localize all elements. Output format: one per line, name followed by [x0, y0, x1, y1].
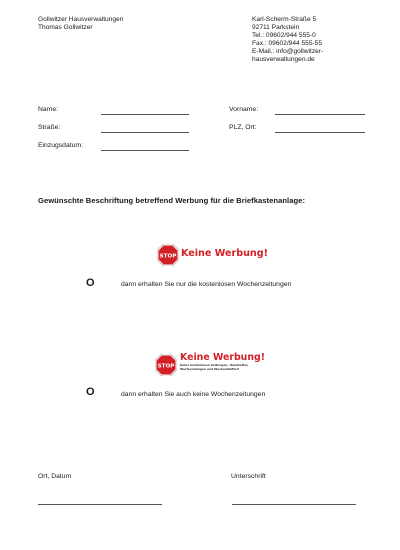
option-marker-1[interactable]: O — [86, 277, 95, 289]
stop-sign-text: STOP — [159, 253, 177, 260]
contact-email-line1: E-Mail.: info@gollwitzer- — [252, 48, 324, 55]
stop-sign-icon — [157, 244, 179, 266]
contact-block — [252, 16, 323, 64]
contact-email-line2: hausverwaltungen.de — [252, 56, 315, 63]
zip-city-label: PLZ, Ort: — [229, 124, 257, 131]
name-field[interactable] — [101, 114, 189, 115]
sticker-subtext-line1: Keine kostenlosen Zeitungen, Handzettel, — [180, 363, 249, 367]
signature-label: Unterschrift — [231, 473, 266, 480]
sticker-subtext-line2: Wurfsendungen und Wochenblätter! — [180, 366, 240, 371]
stop-sign-icon — [155, 354, 177, 376]
option-marker-2[interactable]: O — [86, 386, 95, 398]
option-text-2: dann erhalten Sie auch keine Wochenzeitungen — [121, 391, 266, 398]
sender-person: Thomas Gollwitzer — [38, 24, 93, 31]
move-in-field[interactable] — [101, 150, 189, 151]
sender-company: Gollwitzer Hausverwaltungen — [38, 16, 124, 23]
firstname-label: Vorname: — [229, 106, 259, 113]
street-label: Straße: — [38, 124, 61, 131]
section-heading: Gewünschte Beschriftung betreffend Werbung für die Briefkastenanlage: — [38, 196, 306, 205]
sticker-subtext — [180, 364, 249, 371]
place-date-field[interactable] — [38, 504, 162, 505]
name-label: Name: — [38, 106, 59, 113]
zip-city-field[interactable] — [275, 132, 365, 133]
sticker-title: Keine Werbung! — [181, 248, 268, 259]
contact-phone: Tel.: 09602/944 555-0 — [252, 32, 316, 39]
signature-field[interactable] — [232, 504, 356, 505]
no-ads-sticker-2 — [155, 352, 265, 378]
place-date-label: Ort, Datum — [38, 473, 72, 480]
firstname-field[interactable] — [275, 114, 365, 115]
street-field[interactable] — [101, 132, 189, 133]
option-text-1: dann erhalten Sie nur die kostenlosen Wochenzeitungen — [121, 281, 292, 288]
move-in-label: Einzugsdatum: — [38, 142, 83, 149]
sticker-title: Keine Werbung! — [180, 352, 266, 363]
no-ads-sticker-1 — [157, 244, 268, 266]
contact-city: 92711 Parkstein — [252, 24, 300, 31]
stop-sign-text: STOP — [157, 363, 175, 370]
sender-block — [38, 16, 123, 32]
contact-fax: Fax.: 09602/944 555-55 — [252, 40, 323, 47]
contact-street: Karl-Scherm-Straße 5 — [252, 16, 317, 23]
